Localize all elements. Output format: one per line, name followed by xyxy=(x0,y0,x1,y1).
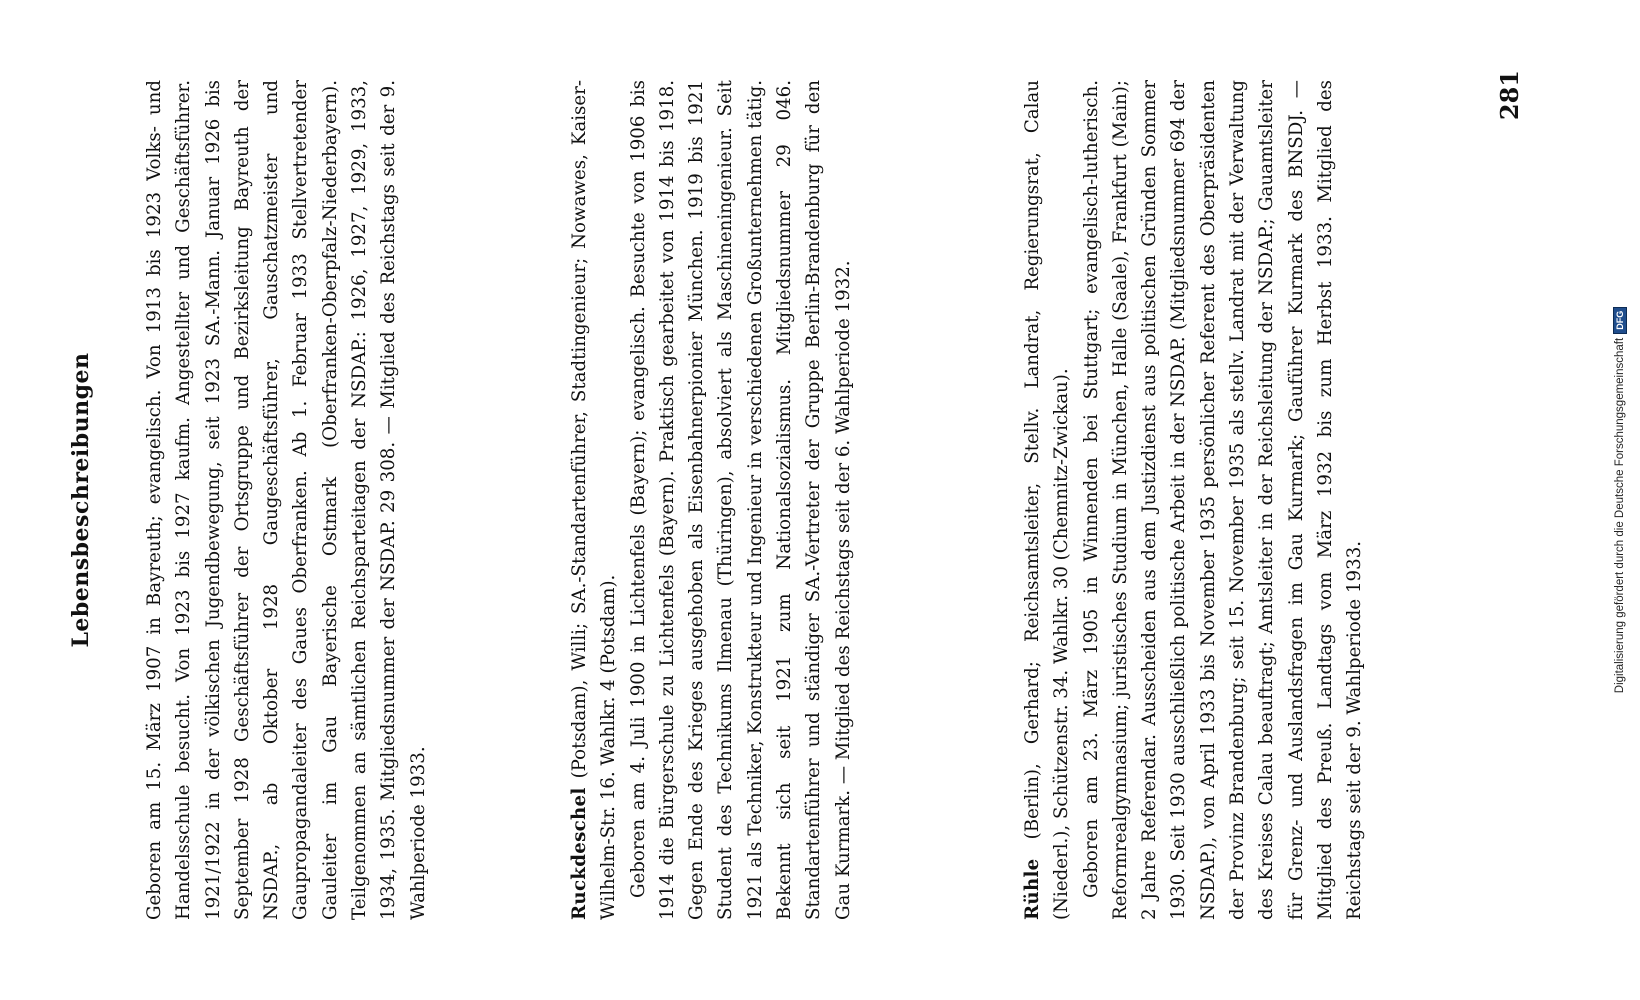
entry-3-name: Rühle xyxy=(1022,858,1043,920)
entry-2-intro: (Potsdam), Willi; SA.-Standartenführer, Stadtingenieur; Nowawes, Kaiser-Wilhelm-Str. 16. Wahlkr. 4 (Potsdam). xyxy=(569,80,620,920)
entry-1-body: Geboren am 15. März 1907 in Bayreuth; evangelisch. Von 1913 bis 1923 Volks- und Handelsschule besucht. Von 1923 bis 1927 kaufm. Angestellter und Geschäftsführer. 1921/1922 in der völkischen Jugendbewegung, seit 1923 SA.-Mann. Januar 1926 bis September 1928 Geschäftsführer der Ortsgruppe und Bezirksleitung Bayreuth der NSDAP., ab Oktober 1928 Gaugeschäftsführer, Gauschatzmeister und Gaupropagandaleiter des Gaues Oberfranken. Ab 1. Februar 1933 Stellvertretender Gauleiter im Gau Bayerische Ostmark (Oberfranken-Oberpfalz-Niederbayern). Teilgenommen an sämtlichen Reichsparteitagen der NSDAP.: 1926, 1927, 1929, 1933, 1934, 1935. Mitgliedsnummer der NSDAP. 29 308. — Mitglied des Reichstags seit der 9. Wahlperiode 1933. xyxy=(144,80,429,920)
entry-3-heading xyxy=(1018,80,1077,920)
credit-text: Digitalisierung gefördert durch die Deutsche Forschungsgemeinschaft xyxy=(1614,337,1626,694)
entry-2-name: Ruckdeschel xyxy=(569,787,590,920)
biography-entry-1 xyxy=(140,80,433,920)
page-number: 281 xyxy=(1495,70,1524,121)
dfg-logo: DFG xyxy=(1613,307,1627,334)
entry-2-heading xyxy=(565,80,624,920)
page-header-title: Lebensbeschreibungen xyxy=(68,352,94,648)
entry-3-intro: (Berlin), Gerhard; Reichsamtsleiter, Stellv. Landrat, Regierungsrat, Calau (Niederl.), Schützenstr. 34. Wahlkr. 30 (Chemnitz-Zwickau). xyxy=(1022,80,1073,920)
entry-3-body: Geboren am 23. März 1905 in Winnenden bei Stuttgart; evangelisch-lutherisch. Reformrealgymnasium; juristisches Studium in München, Halle (Saale), Frankfurt (Main); 2 Jahre Referendar. Ausscheiden aus dem Justizdienst aus politischen Gründen Sommer 1930. Seit 1930 ausschließlich politische Arbeit in der NSDAP. (Mitgliedsnummer 694 der NSDAP.), von April 1933 bis November 1935 persönlicher Referent des Oberpräsidenten der Provinz Brandenburg; seit 15. November 1935 als stellv. Landrat mit der Verwaltung des Kreises Calau beauftragt; Amtsleiter in der Reichsleitung der NSDAP.; Gauamtsleiter für Grenz- und Auslandsfragen im Gau Kurmark; Gauführer Kurmark des BNSDJ. — Mitglied des Preuß. Landtags vom März 1932 bis zum Herbst 1933. Mitglied des Reichstags seit der 9. Wahlperiode 1933. xyxy=(1080,80,1366,920)
biography-entry-ruckdeschel xyxy=(565,80,858,920)
entry-2-body: Geboren am 4. Juli 1900 in Lichtenfels (Bayern); evangelisch. Besuchte von 1906 bis 1914 die Bürgerschule zu Lichtenfels (Bayern). Praktisch gearbeitet von 1914 bis 1918. Gegen Ende des Krieges ausgehoben als Eisenbahnerpionier München. 1919 bis 1921 Student des Technikums Ilmenau (Thüringen), absolviert als Maschineningenieur. Seit 1921 als Techniker, Konstrukteur und Ingenieur in verschiedenen Großunternehmen tätig. Bekennt sich seit 1921 zum Nationalsozialismus. Mitgliedsnummer 29 046. Standartenführer und ständiger SA.-Vertreter der Gruppe Berlin-Brandenburg für den Gau Kurmark. — Mitglied des Reichstags seit der 6. Wahlperiode 1932. xyxy=(627,80,854,920)
biography-entry-ruehle xyxy=(1018,80,1370,920)
digitization-credit xyxy=(1600,0,1640,1000)
